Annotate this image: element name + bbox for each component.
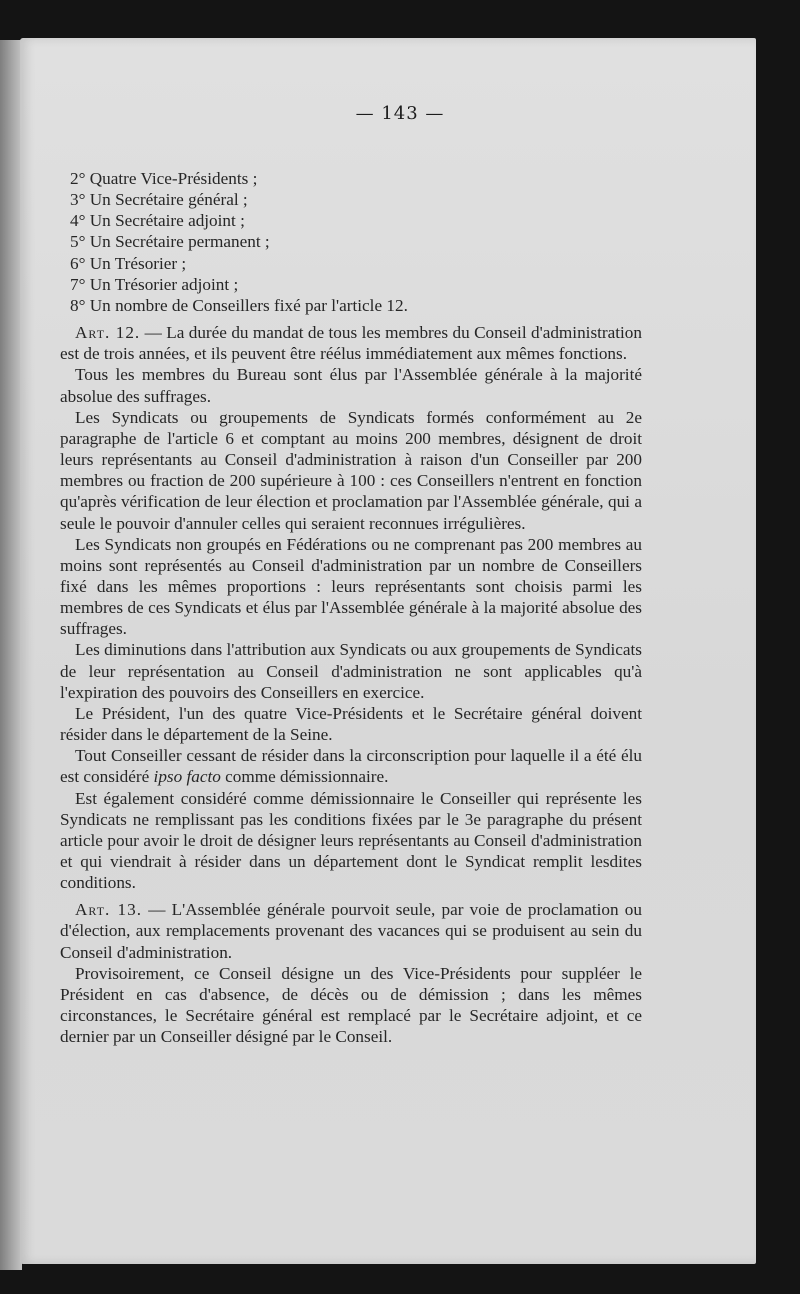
paragraph: Les diminutions dans l'attribution aux Syndicats ou aux groupements de Syndicats de leur représentation au Conseil d'administration ne sont applicables qu'à l'expiration des pouvoirs des Conseillers en exercice. bbox=[60, 640, 642, 702]
list-item: 4° Un Secrétaire adjoint ; bbox=[70, 211, 245, 231]
paragraph: Le Président, l'un des quatre Vice-Présidents et le Secrétaire général doivent résider dans le département de la Seine. bbox=[60, 703, 642, 745]
article-13-label: Art. 13. bbox=[75, 900, 143, 920]
facing-page-edge bbox=[0, 40, 22, 1270]
list-item: 8° Un nombre de Conseillers fixé par l'article 12. bbox=[70, 295, 408, 315]
page-number: — 143 — bbox=[355, 103, 445, 124]
list-item: 2° Quatre Vice-Présidents ; bbox=[70, 169, 258, 188]
article-12-label: Art. 12. bbox=[75, 323, 141, 343]
ipso-facto-after: comme démissionnaire. bbox=[220, 767, 389, 787]
article-13-text: — L'Assemblée générale pourvoit seule, par voie de proclamation ou d'élection, aux remplacements provenant des vacances qui se produisent au sein du Conseil d'administration. bbox=[60, 900, 642, 962]
paragraph-ipso-facto bbox=[60, 745, 642, 787]
office-list bbox=[60, 168, 642, 316]
article-12 bbox=[60, 322, 642, 364]
list-item: 3° Un Secrétaire général ; bbox=[70, 190, 248, 210]
page-body bbox=[60, 168, 642, 1047]
paragraph: Provisoirement, ce Conseil désigne un des Vice-Présidents pour suppléer le Président en cas d'absence, de décès ou de démission ; dans les mêmes circonstances, le Secrétaire général est remplacé par le Secrétaire adjoint, et ce dernier par un Conseiller désigné par le Conseil. bbox=[60, 963, 642, 1047]
ipso-facto-before: Tout Conseiller cessant de résider dans la circonscription pour laquelle il a été élu est considéré bbox=[60, 746, 642, 787]
list-item: 6° Un Trésorier ; bbox=[70, 253, 187, 273]
paragraph: Tous les membres du Bureau sont élus par l'Assemblée générale à la majorité absolue des suffrages. bbox=[60, 365, 642, 406]
article-12-text: — La durée du mandat de tous les membres du Conseil d'administration est de trois années, et ils peuvent être réélus immédiatement aux mêmes fonctions. bbox=[60, 323, 642, 364]
list-item: 7° Un Trésorier adjoint ; bbox=[70, 274, 239, 294]
paragraph: Les Syndicats non groupés en Fédérations ou ne comprenant pas 200 membres au moins sont représentés au Conseil d'administration par un nombre de Conseillers fixé dans les mêmes proportions : leurs représentants sont choisis parmi les membres de ces Syndicats et élus par l'Assemblée générale à la majorité absolue des suffrages. bbox=[60, 534, 642, 639]
paragraph: Est également considéré comme démissionnaire le Conseiller qui représente les Syndicats ne remplissant pas les conditions fixées par le 3e paragraphe du présent article pour avoir le droit de désigner leurs représentants au Conseil d'administration et qui viendrait à résider dans un département dont le Syndicat remplit lesdites conditions. bbox=[60, 788, 642, 893]
article-13 bbox=[60, 899, 642, 962]
paragraph: Les Syndicats ou groupements de Syndicats formés conformément au 2e paragraphe de l'article 6 et comptant au moins 200 membres, désignent de droit leurs représentants au Conseil d'administration à raison d'un Conseiller par 200 membres ou fraction de 200 supérieure à 100 : ces Conseillers n'entrent en fonction qu'après vérification de leur élection et proclamation par l'Assemblée générale, qui a seule le pouvoir d'annuler celles qui seraient reconnues irrégulières. bbox=[60, 407, 642, 533]
list-item: 5° Un Secrétaire permanent ; bbox=[70, 232, 270, 252]
ipso-facto-italic: ipso facto bbox=[153, 767, 221, 787]
